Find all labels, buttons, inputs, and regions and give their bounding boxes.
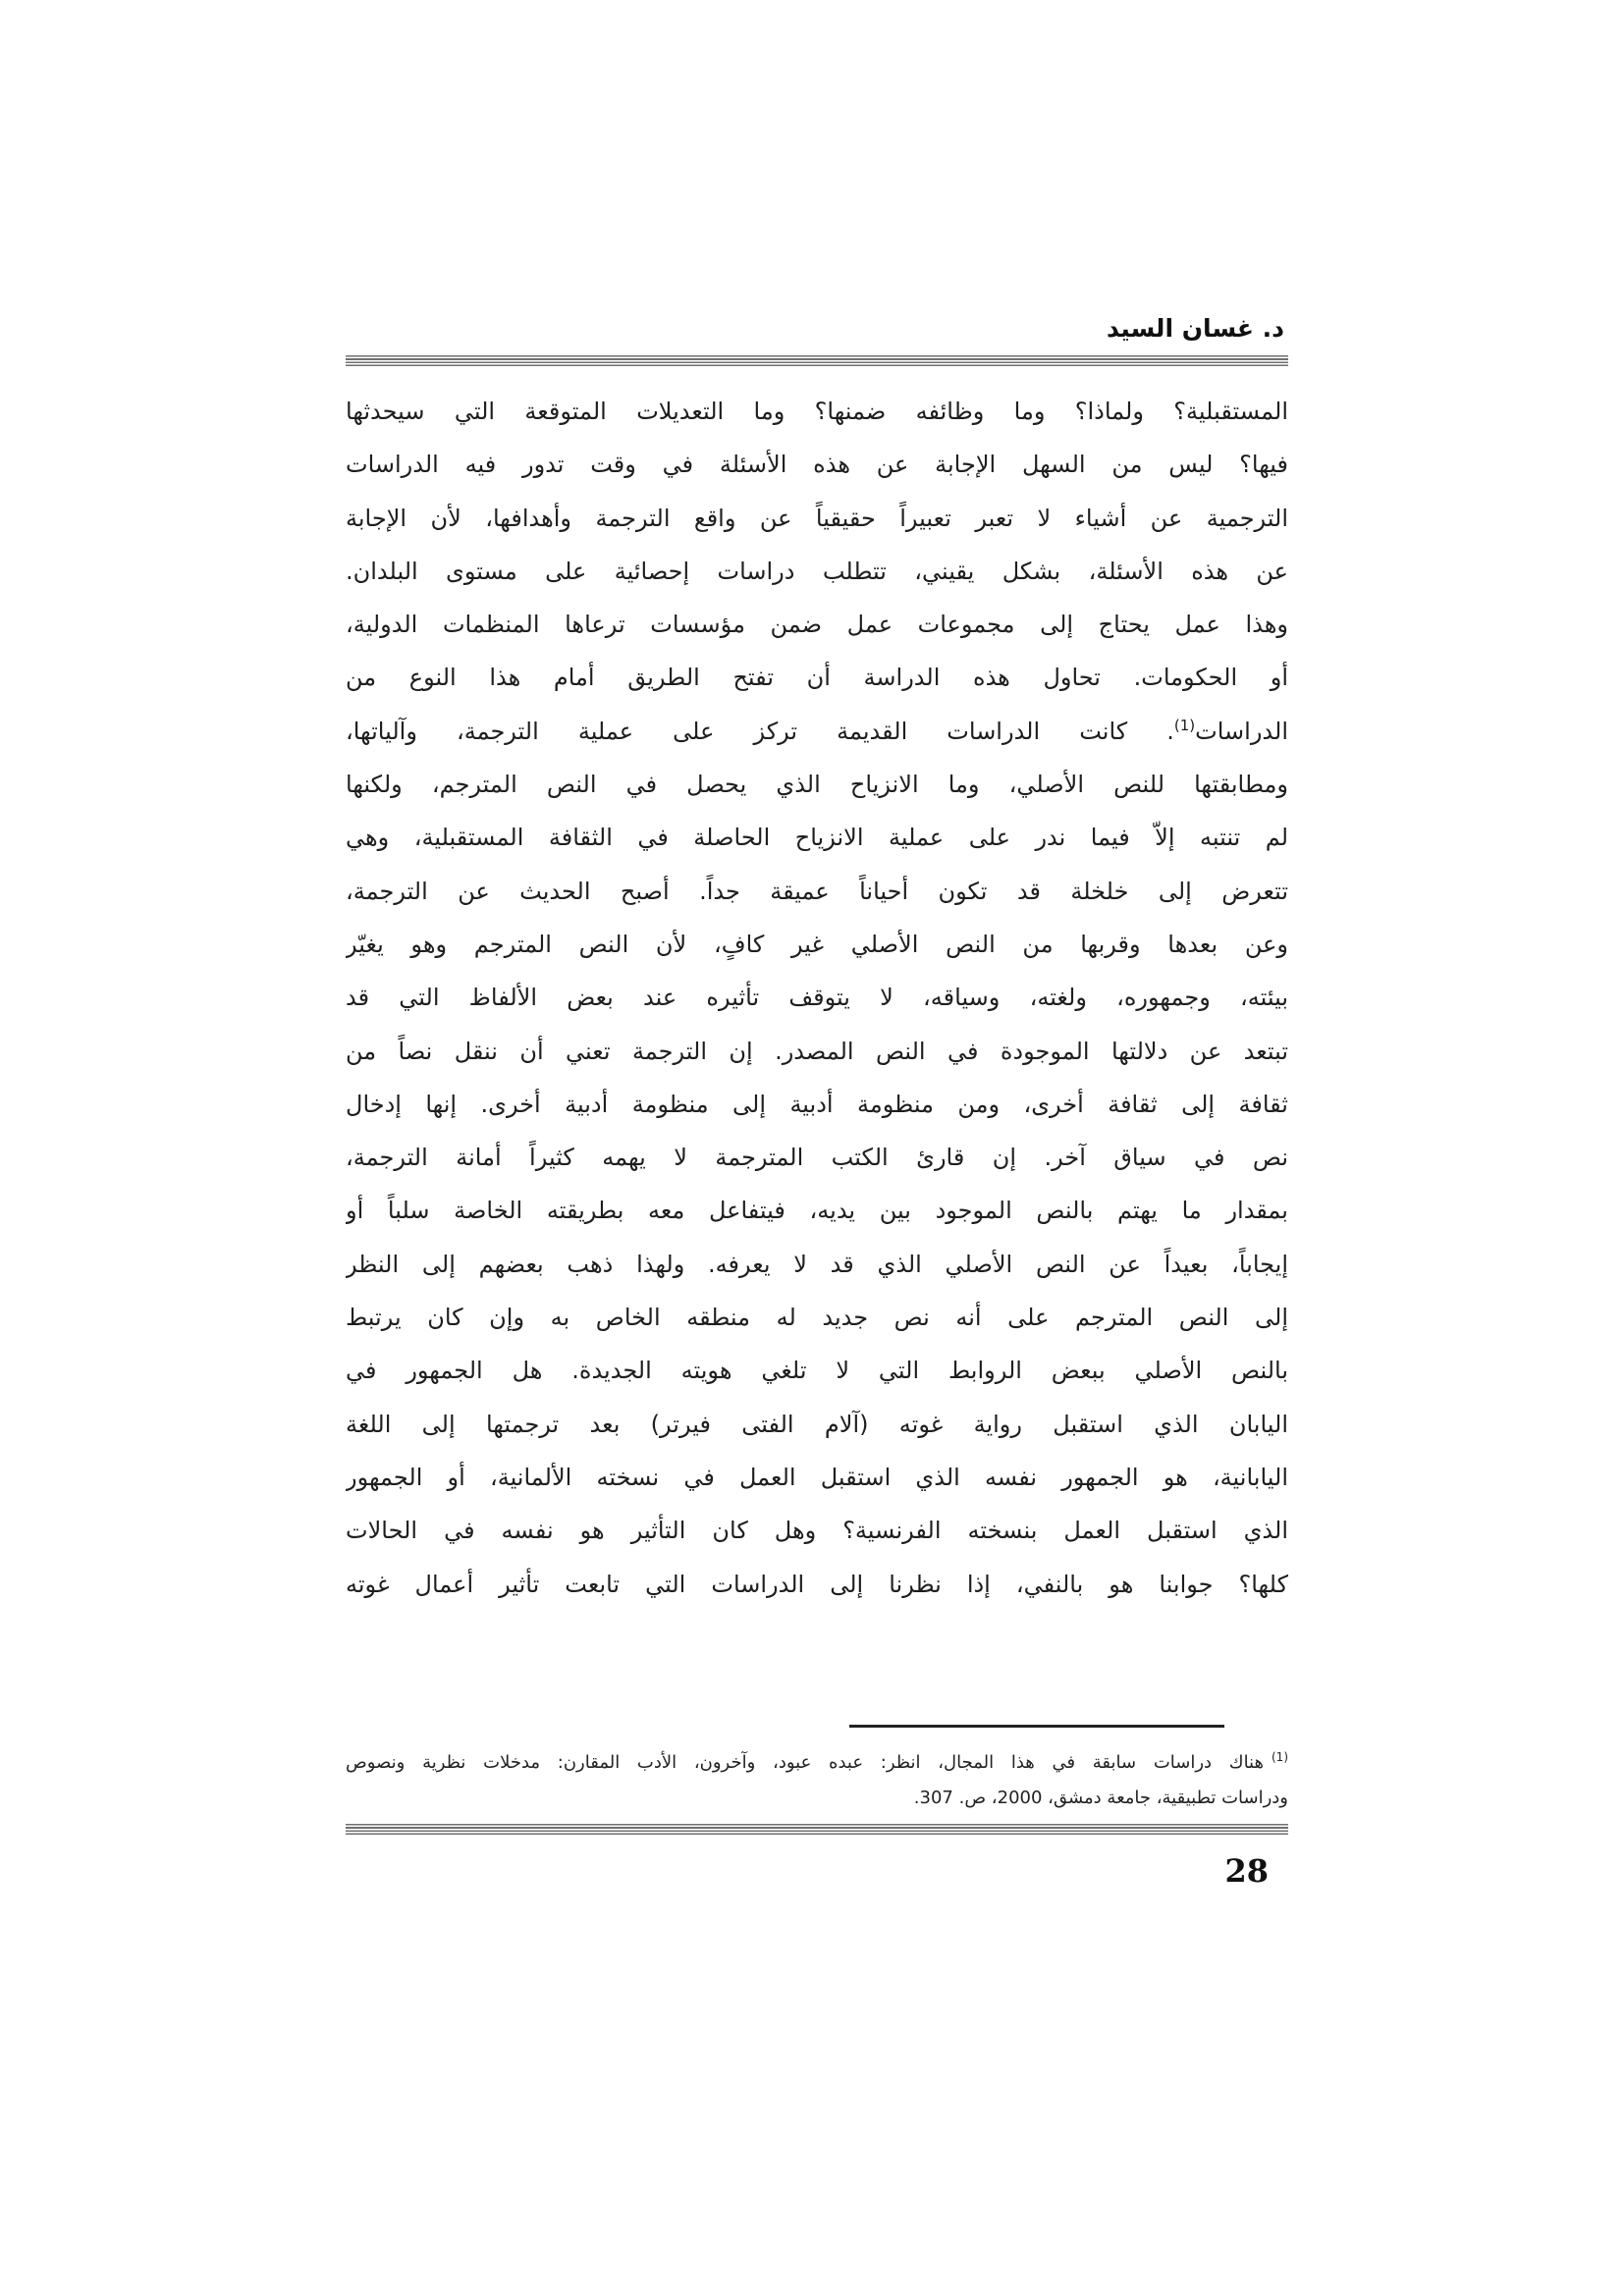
footnote-separator: [849, 1725, 1224, 1728]
text-line: فيها؟ ليس من السهل الإجابة عن هذه الأسئلة في وقت تدور فيه الدراسات: [346, 451, 1288, 479]
footnote-number: (1): [1271, 1750, 1288, 1764]
text-line: اليابانية، هو الجمهور نفسه الذي استقبل العمل في نسخته الألمانية، أو الجمهور: [346, 1463, 1288, 1491]
footnote-marker[interactable]: (1): [1173, 716, 1196, 734]
text-line: لم تنتبه إلاّ فيما ندر على عملية الانزياح الحاصلة في الثقافة المستقبلية، وهي: [346, 824, 1288, 852]
text-line: الترجمية عن أشياء لا تعبر تعبيراً حقيقياً عن واقع الترجمة وأهدافها، لأن الإجابة: [346, 504, 1288, 532]
footnote-line: ودراسات تطبيقية، جامعة دمشق، 2000، ص. 307.: [913, 1788, 1288, 1808]
footnote-line: [346, 1745, 1288, 1781]
text-line: عن هذه الأسئلة، بشكل يقيني، تتطلب دراسات إحصائية على مستوى البلدان.: [346, 557, 1288, 585]
running-header: [346, 312, 1288, 367]
text-line: تتعرض إلى خلخلة قد تكون أحياناً عميقة جداً. أصبح الحديث عن الترجمة،: [346, 877, 1288, 905]
text-line: إيجاباً، بعيداً عن النص الأصلي الذي قد لا يعرفه. ولهذا ذهب بعضهم إلى النظر: [346, 1250, 1288, 1278]
line-start: الدراسات: [1195, 717, 1288, 745]
text-line: الذي استقبل العمل بنسخته الفرنسية؟ وهل كان التأثير هو نفسه في الحالات: [346, 1517, 1288, 1545]
line-rest: . كانت الدراسات القديمة تركز على عملية الترجمة، وآلياتها،: [346, 717, 1174, 745]
text-line: إلى النص المترجم على أنه نص جديد له منطقه الخاص به وإن كان يرتبط: [346, 1304, 1288, 1332]
footnote-text: هناك دراسات سابقة في هذا المجال، انظر: عبده عبود، وآخرون، الأدب المقارن: مدخلات نظرية ونصوص: [346, 1752, 1264, 1773]
text-line: ومطابقتها للنص الأصلي، وما الانزياح الذي يحصل في النص المترجم، ولكنها: [346, 771, 1288, 799]
text-line: كلها؟ جوابنا هو بالنفي، إذا نظرنا إلى الدراسات التي تابعت تأثير أعمال غوته: [346, 1570, 1288, 1598]
text-line: وهذا عمل يحتاج إلى مجموعات عمل ضمن مؤسسات ترعاها المنظمات الدولية،: [346, 611, 1288, 639]
text-line: نص في سياق آخر. إن قارئ الكتب المترجمة لا يهمه كثيراً أمانة الترجمة،: [346, 1144, 1288, 1172]
text-line: ثقافة إلى ثقافة أخرى، ومن منظومة أدبية إلى منظومة أدبية أخرى. إنها إدخال: [346, 1090, 1288, 1118]
text-line: اليابان الذي استقبل رواية غوته (آلام الفتى فيرتر) بعد ترجمتها إلى اللغة: [346, 1410, 1288, 1438]
text-line: بمقدار ما يهتم بالنص الموجود بين يديه، فيتفاعل معه بطريقته الخاصة سلباً أو: [346, 1197, 1288, 1225]
text-line: أو الحكومات. تحاول هذه الدراسة أن تفتح الطريق أمام هذا النوع من: [346, 664, 1288, 692]
text-line-with-footnote: [346, 705, 1288, 758]
footnote: [346, 1745, 1288, 1816]
author-name: د. غسان السيد: [1106, 314, 1284, 343]
text-line: بيئته، وجمهوره، ولغته، وسياقه، لا يتوقف تأثيره عند بعض الألفاظ التي قد: [346, 984, 1288, 1012]
text-line: بالنص الأصلي ببعض الروابط التي لا تلغي هويته الجديدة. هل الجمهور في: [346, 1357, 1288, 1385]
page-number: 28: [1224, 1852, 1269, 1890]
header-rule: [346, 355, 1288, 367]
text-line: تبتعد عن دلالتها الموجودة في النص المصدر. إن الترجمة تعني أن ننقل نصاً من: [346, 1037, 1288, 1065]
body-text: [346, 385, 1288, 1611]
footer-rule: [346, 1824, 1288, 1836]
text-line: المستقبلية؟ ولماذا؟ وما وظائفه ضمنها؟ وما التعديلات المتوقعة التي سيحدثها: [346, 398, 1288, 425]
text-line: وعن بعدها وقربها من النص الأصلي غير كافٍ، لأن النص المترجم وهو يغيّر: [346, 930, 1288, 958]
